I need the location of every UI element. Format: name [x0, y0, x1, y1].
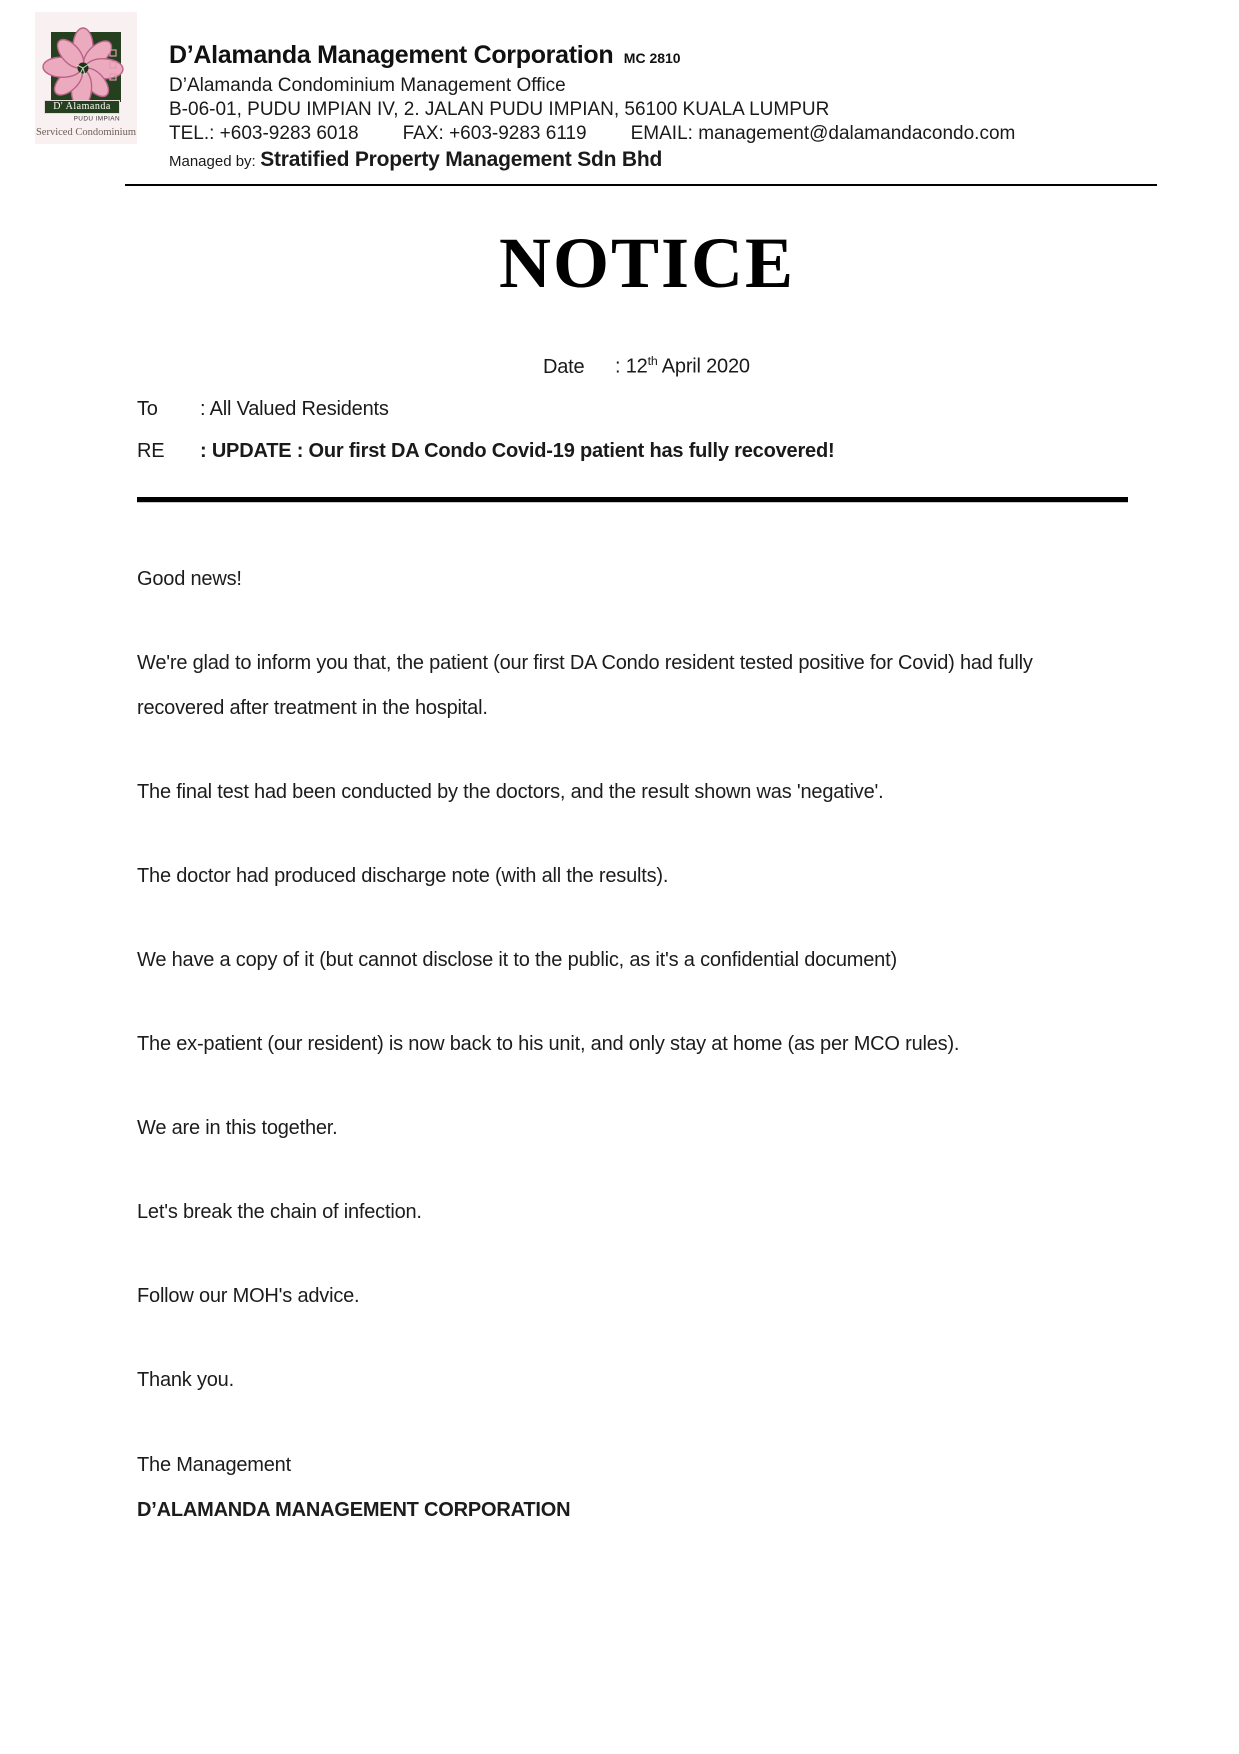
notice-title: NOTICE [498, 223, 796, 303]
signoff [137, 1443, 1157, 1533]
date-day: 12 [625, 355, 648, 378]
re-label: RE [137, 439, 165, 462]
managed-by-label: Managed by: [169, 153, 256, 170]
logo-tagline: Serviced Condominium [35, 127, 137, 138]
date-rest: April 2020 [657, 355, 750, 378]
letter-body [137, 557, 1157, 1533]
paragraph-final-test: The final test had been conducted by the doctors, and the result shown was 'negative'. [137, 780, 884, 803]
logo-name-banner: D' Alamanda [44, 100, 120, 114]
telephone: TEL.: +603-9283 6018 [169, 123, 359, 144]
paragraph-thank-you: Thank you. [137, 1368, 234, 1391]
letterhead [0, 0, 1239, 176]
letterhead-divider [125, 184, 1157, 186]
paragraph-together: We are in this together. [137, 1116, 338, 1139]
to-value: : All Valued Residents [200, 397, 389, 420]
date-label: Date [543, 355, 585, 378]
date-line [137, 348, 1157, 380]
company-code: MC 2810 [623, 50, 681, 66]
letter-meta [137, 348, 1157, 464]
paragraph-moh-advice: Follow our MOH's advice. [137, 1284, 360, 1307]
email: EMAIL: management@dalamandacondo.com [630, 123, 1016, 144]
to-line [137, 396, 1157, 422]
dalamanda-logo [35, 12, 137, 144]
office-line: D’Alamanda Condominium Management Office [169, 75, 566, 96]
subject-divider [137, 497, 1128, 502]
address-line: B-06-01, PUDU IMPIAN IV, 2. JALAN PUDU IMPIAN, 56100 KUALA LUMPUR [169, 99, 830, 120]
paragraph-back-home: The ex-patient (our resident) is now back to his unit, and only stay at home (as per MCO rules). [137, 1032, 960, 1055]
company-name: D’Alamanda Management Corporation [169, 41, 614, 69]
logo-subtitle: PUDU IMPIAN [73, 115, 120, 123]
contact-line [169, 122, 1015, 146]
managed-by-value: Stratified Property Management Sdn Bhd [260, 148, 663, 171]
re-value: : UPDATE : Our first DA Condo Covid-19 patient has fully recovered! [200, 439, 835, 462]
company-line [169, 40, 1015, 74]
date-colon: : [615, 355, 621, 378]
paragraph-confidential: We have a copy of it (but cannot disclose it to the public, as it's a confidential document) [137, 948, 897, 971]
paragraph-recovery-line-1: We're glad to inform you that, the patient (our first DA Condo resident tested positive for Covid) had fully [137, 651, 1033, 674]
to-label: To [137, 397, 158, 420]
signoff-corporation: D’ALAMANDA MANAGEMENT CORPORATION [137, 1498, 571, 1521]
letterhead-text [169, 12, 1015, 176]
paragraph-good-news: Good news! [137, 567, 242, 590]
letter-content [0, 210, 1239, 1533]
signoff-management: The Management [137, 1453, 291, 1476]
managed-by-line [169, 146, 1015, 176]
paragraph-break-chain: Let's break the chain of infection. [137, 1200, 422, 1223]
re-line [137, 438, 1157, 464]
paragraph-recovery [137, 641, 1157, 731]
paragraph-discharge-note: The doctor had produced discharge note (with all the results). [137, 864, 669, 887]
fax: FAX: +603-9283 6119 [402, 123, 587, 144]
date-ordinal: th [647, 354, 658, 368]
paragraph-recovery-line-2: recovered after treatment in the hospital. [137, 696, 488, 719]
